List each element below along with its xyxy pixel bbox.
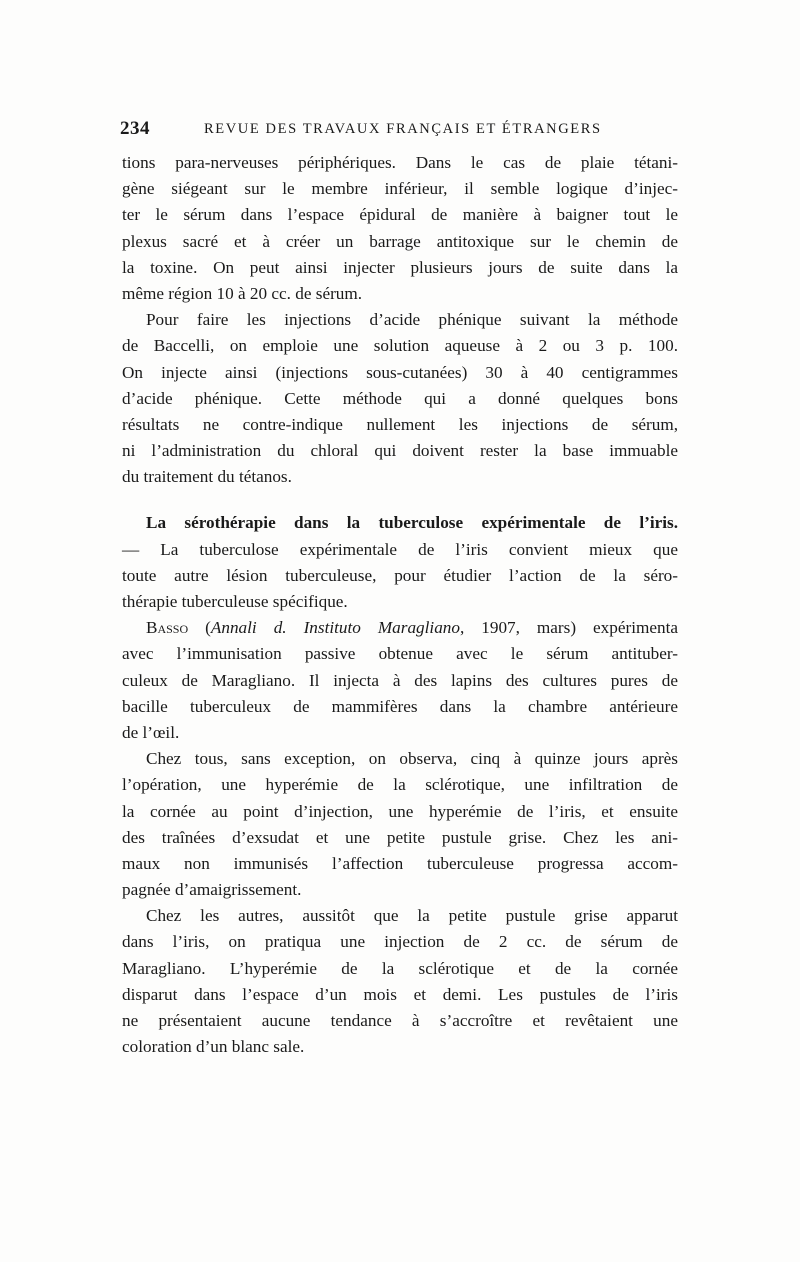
text-line: l’opération, une hyperémie de la sclérotique, une infiltration de [122, 775, 678, 795]
citation-line [122, 615, 678, 641]
text-line: des traînées d’exsudat et une petite pustule grise. Chez les ani- [122, 827, 678, 847]
text-line: pagnée d’amaigrissement. [122, 880, 302, 900]
text-line: plexus sacré et à créer un barrage antitoxique sur le chemin de [122, 231, 678, 251]
paragraph-chez-tous [122, 746, 678, 903]
text-line: coloration d’un blanc sale. [122, 1037, 305, 1057]
text-line: culeux de Maragliano. Il injecta à des lapins des cultures pures de [122, 670, 678, 690]
text-line: avec l’immunisation passive obtenue avec le sérum antituber- [122, 644, 678, 664]
text-line: Pour faire les injections d’acide phénique suivant la méthode [146, 310, 678, 330]
page-header [120, 118, 680, 144]
text-line: Maragliano. L’hyperémie de la sclérotique et de la cornée [122, 958, 678, 978]
text-line: la toxine. On peut ainsi injecter plusieurs jours de suite dans la [122, 257, 678, 277]
text-line: de l’œil. [122, 722, 180, 742]
text-line: toute autre lésion tuberculeuse, pour étudier l’action de la séro- [122, 565, 678, 585]
text-line: ne présentaient aucune tendance à s’accroître et revêtaient une [122, 1011, 678, 1030]
text-line: Chez les autres, aussitôt que la petite pustule grise apparut [146, 906, 678, 926]
page-body [122, 150, 678, 1060]
citation-rest: , 1907, mars) expérimenta [459, 618, 678, 638]
author-name: Basso [146, 618, 189, 638]
section-title: La sérothérapie dans la tuberculose expérimentale de l’iris. [146, 513, 678, 533]
text-line: la cornée au point d’injection, une hyperémie de l’iris, et ensuite [122, 801, 678, 821]
text-line: résultats ne contre-indique nullement les injections de sérum, [122, 414, 678, 434]
section-spacer [122, 490, 678, 510]
text-line: bacille tuberculeux de mammifères dans la chambre antérieure [122, 696, 678, 716]
paragraph-chez-autres [122, 903, 678, 1060]
text-line: d’acide phénique. Cette méthode qui a donné quelques bons [122, 388, 678, 408]
text-line: maux non immunisés l’affection tuberculeuse progressa accom- [122, 853, 678, 873]
text-line: — La tuberculose expérimentale de l’iris convient mieux que [122, 539, 678, 559]
text-line: ter le sérum dans l’espace épidural de manière à baigner tout le [122, 205, 678, 225]
text-line: On injecte ainsi (injections sous-cutanées) 30 à 40 centigrammes [122, 362, 678, 382]
paragraph-basso [122, 615, 678, 746]
text-line: Chez tous, sans exception, on observa, cinq à quinze jours après [146, 749, 678, 769]
section-iris-tuberculosis [122, 510, 678, 615]
text-line: ni l’administration du chloral qui doivent rester la base immuable [122, 441, 678, 461]
text-line: tions para-nerveuses périphériques. Dans le cas de plaie tétani- [122, 153, 678, 172]
running-title: REVUE DES TRAVAUX FRANÇAIS ET ÉTRANGERS [204, 121, 602, 137]
journal-title: Annali d. Instituto Maragliano [210, 618, 460, 638]
text-line: dans l’iris, on pratiqua une injection de 2 cc. de sérum de [122, 932, 678, 952]
text-line: même région 10 à 20 cc. de sérum. [122, 283, 363, 303]
text-line: thérapie tuberculeuse spécifique. [122, 592, 348, 611]
text-line: gène siégeant sur le membre inférieur, il semble logique d’injec- [122, 179, 678, 199]
paragraph-tetanus-continued [122, 150, 678, 307]
text-line: disparut dans l’espace d’un mois et demi. Les pustules de l’iris [122, 984, 678, 1004]
text-line: de Baccelli, on emploie une solution aqueuse à 2 ou 3 p. 100. [122, 336, 678, 356]
page-number: 234 [120, 118, 150, 139]
paragraph-phenic-acid [122, 307, 678, 490]
text-line: du traitement du tétanos. [122, 467, 292, 487]
citation-open: ( [188, 618, 211, 638]
